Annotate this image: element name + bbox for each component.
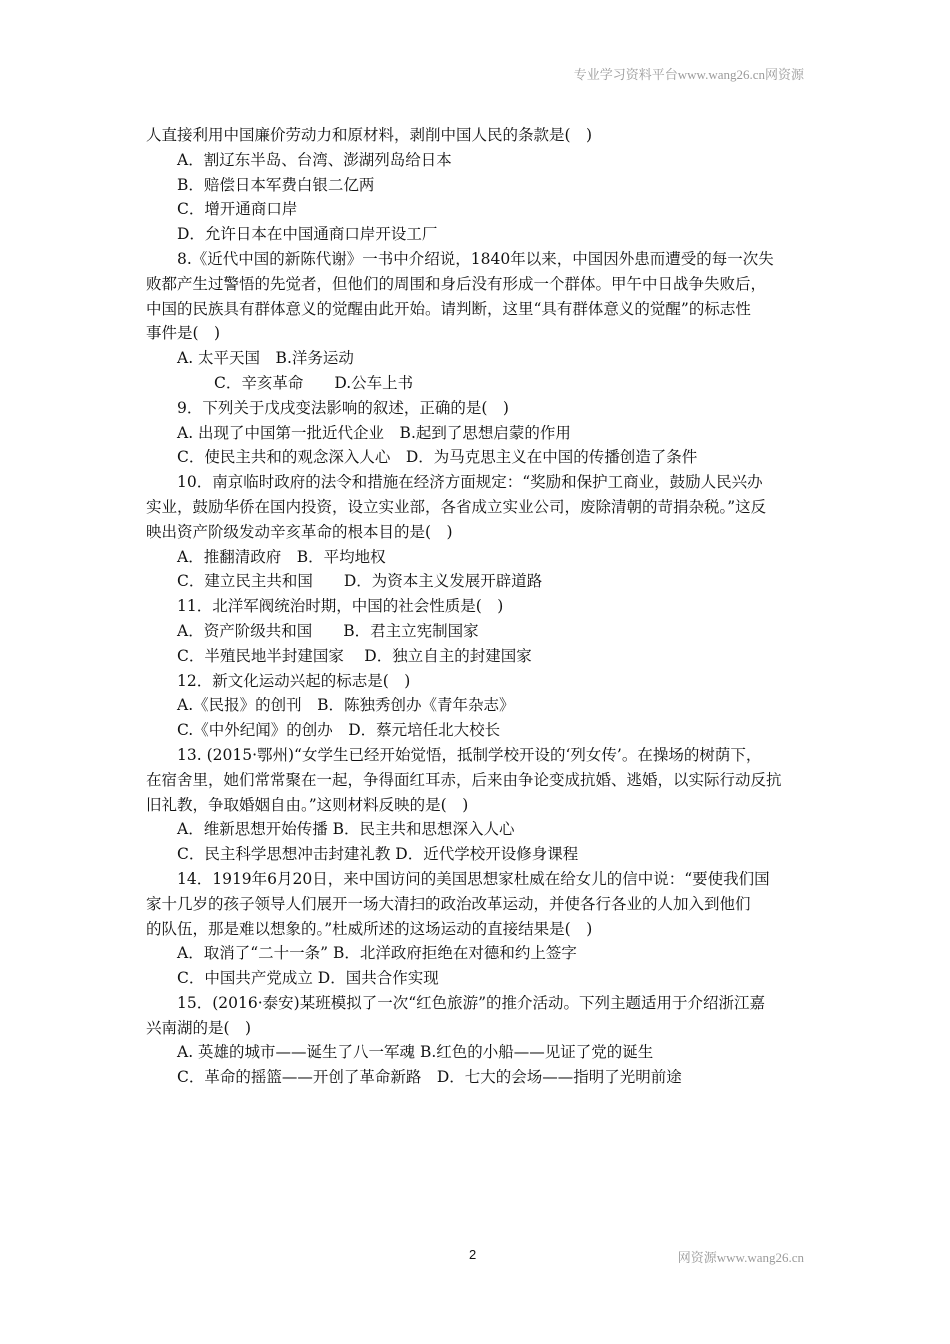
- question-13: 13. (2015·鄂州)“女学生已经开始觉悟，抵制学校开设的‘列女传’。在操场的树荫下，: [177, 745, 762, 764]
- option-line: C．革命的摇篮——开创了革命新路 D．七大的会场——指明了光明前途: [177, 1068, 682, 1087]
- option-line: A．取消了“二十一条” B．北洋政府拒绝在对德和约上签字: [177, 944, 577, 963]
- text-line: 家十几岁的孩子领导人们展开一场大清扫的政治改革运动，并使各行各业的人加入到他们: [146, 894, 751, 913]
- option-line: B．赔偿日本军费白银二亿两: [177, 175, 375, 194]
- question-9: 9．下列关于戊戌变法影响的叙述，正确的是( ): [177, 398, 509, 417]
- option-line: A.《民报》的创刊 B．陈独秀创办《青年杂志》: [177, 696, 515, 715]
- text-line: 兴南湖的是( ): [146, 1018, 252, 1037]
- option-line: C．使民主共和的观念深入人心 D．为马克思主义在中国的传播创造了条件: [177, 448, 698, 467]
- text-line: 映出资产阶级发动辛亥革命的根本目的是( ): [146, 522, 453, 541]
- option-line: A．割辽东半岛、台湾、澎湖列岛给日本: [177, 150, 452, 169]
- option-line: A. 太平天国 B.洋务运动: [177, 349, 354, 368]
- option-line: C．建立民主共和国 D．为资本主义发展开辟道路: [177, 572, 543, 591]
- question-15: 15．(2016·泰安)某班模拟了一次“红色旅游”的推介活动。下列主题适用于介绍浙江嘉: [177, 993, 766, 1012]
- option-line: C．增开通商口岸: [177, 200, 298, 219]
- question-content: [146, 123, 806, 1090]
- option-line: A．维新思想开始传播 B．民主共和思想深入人心: [177, 820, 515, 839]
- option-line: D．允许日本在中国通商口岸开设工厂: [177, 225, 438, 244]
- option-line: C．辛亥革命 D.公车上书: [214, 373, 414, 392]
- question-8: 8.《近代中国的新陈代谢》一书中介绍说，1840年以来，中国因外患而遭受的每一次失: [177, 249, 774, 268]
- option-line: A. 出现了中国第一批近代企业 B.起到了思想启蒙的作用: [177, 423, 571, 442]
- option-line: A．推翻清政府 B．平均地权: [177, 547, 386, 566]
- option-line: A. 英雄的城市——诞生了八一军魂 B.红色的小船——见证了党的诞生: [177, 1043, 654, 1062]
- footer-watermark: 网资源www.wang26.cn: [677, 1250, 804, 1265]
- question-14: 14．1919年6月20日，来中国访问的美国思想家杜威在给女儿的信中说：“要使我们国: [177, 869, 770, 888]
- text-line: 实业，鼓励华侨在国内投资，设立实业部，各省成立实业公司，废除清朝的苛捐杂税。”这反: [146, 497, 767, 516]
- option-line: C.《中外纪闻》的创办 D．蔡元培任北大校长: [177, 721, 501, 740]
- text-line: 事件是( ): [146, 324, 221, 343]
- option-line: A．资产阶级共和国 B．君主立宪制国家: [177, 621, 479, 640]
- question-10: 10．南京临时政府的法令和措施在经济方面规定：“奖励和保护工商业，鼓励人民兴办: [177, 473, 763, 492]
- text-line: 在宿舍里，她们常常聚在一起，争得面红耳赤，后来由争论变成抗婚、逃婚，以实际行动反抗: [146, 770, 782, 789]
- question-12: 12．新文化运动兴起的标志是( ): [177, 671, 411, 690]
- text-line: 中国的民族具有群体意义的觉醒由此开始。请判断，这里“具有群体意义的觉醒”的标志性: [146, 299, 751, 318]
- text-line: 人直接利用中国廉价劳动力和原材料，剥削中国人民的条款是( ): [146, 126, 593, 144]
- text-line: 败都产生过警悟的先觉者，但他们的周围和身后没有形成一个群体。甲午中日战争失败后，: [146, 274, 767, 293]
- text-line: 的队伍，那是难以想象的。”杜威所述的这场运动的直接结果是( ): [146, 919, 593, 938]
- option-line: C．民主科学思想冲击封建礼教 D．近代学校开设修身课程: [177, 845, 579, 864]
- header-watermark: 专业学习资料平台www.wang26.cn网资源: [573, 67, 804, 82]
- option-line: C．中国共产党成立 D．国共合作实现: [177, 969, 439, 988]
- page-number: 2: [469, 1247, 477, 1262]
- question-11: 11．北洋军阀统治时期，中国的社会性质是( ): [177, 597, 504, 616]
- text-line: 旧礼教，争取婚姻自由。”这则材料反映的是( ): [146, 795, 469, 814]
- option-line: C．半殖民地半封建国家 D．独立自主的封建国家: [177, 646, 532, 665]
